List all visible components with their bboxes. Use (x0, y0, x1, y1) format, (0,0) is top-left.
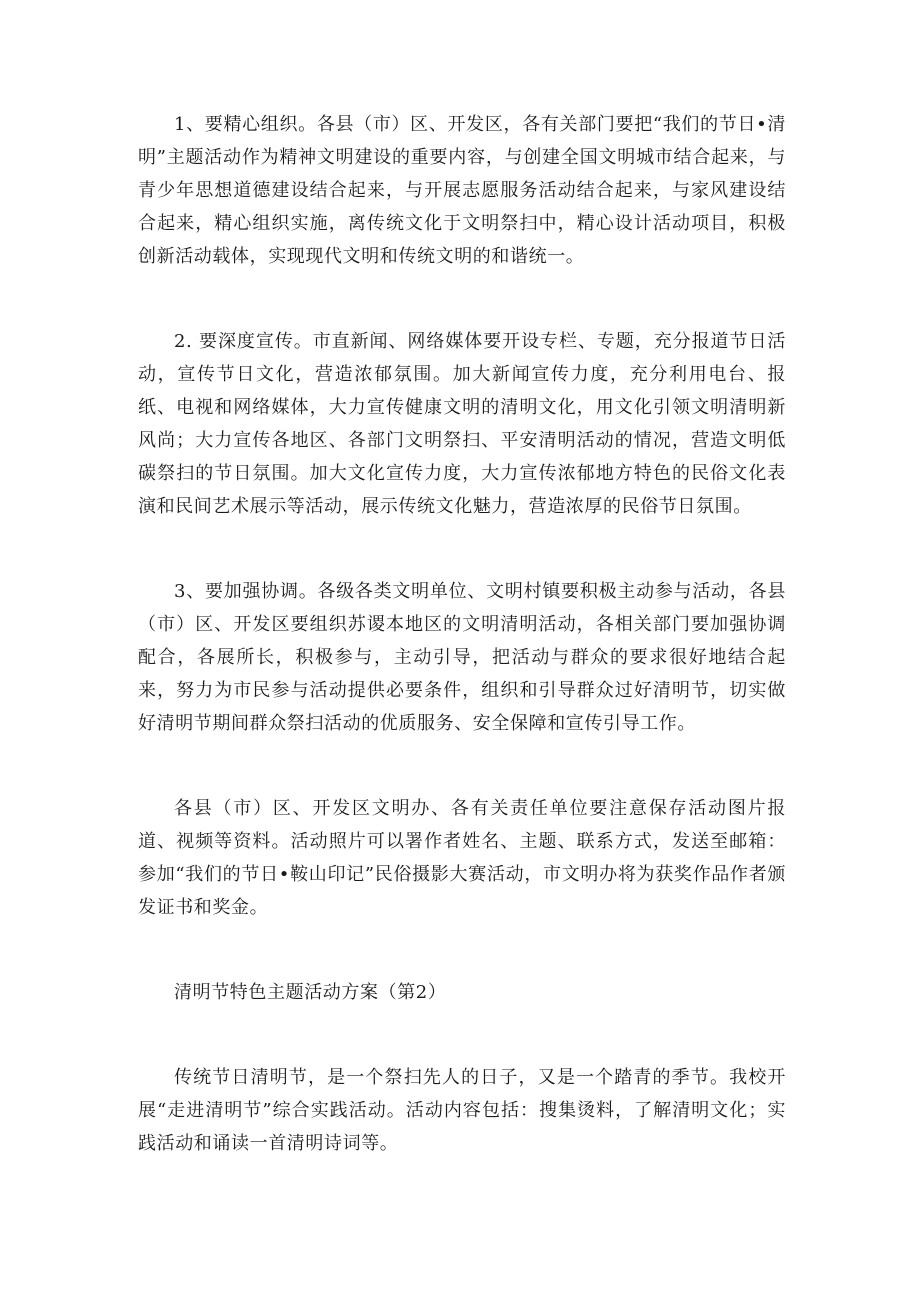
paragraph-organize: 1、要精心组织。各县（市）区、开发区，各有关部门要把“我们的节日•清明”主题活动作为精神文明建设的重要内容，与创建全国文明城市结合起来，与青少年思想道德建设结合起来，与开展志愿服务活动结合起来，与家风建设结合起来，精心组织实施，离传统文化于文明祭扫中，精心设计活动项目，积极创新活动载体，实现现代文明和传统文明的和谐统一。 (138, 114, 786, 267)
paragraph-materials: 各县（市）区、开发区文明办、各有关责任单位要注意保存活动图片报道、视频等资料。活动照片可以署作者姓名、主题、联系方式，发送至邮箱：参加“我们的节日•鞍山印记”民俗摄影大赛活动，市文明办将为获奖作品作者颁发证书和奖金。 (138, 798, 786, 918)
section-heading: 清明节特色主题活动方案（第2） (174, 982, 447, 1003)
paragraph-coordinate: 3、要加强协调。各级各类文明单位、文明村镇要积极主动参与活动，各县（市）区、开发区要组织苏谡本地区的文明清明活动，各相关部门要加强协调配合，各展所长，积极参与，主动引导，把活动与群众的要求很好地结合起来，努力为市民参与活动提供必要条件，组织和引导群众过好清明节，切实做好清明节期间群众祭扫活动的优质服务、安全保障和宣传引导工作。 (138, 581, 786, 734)
paragraph-publicize: 2. 要深度宣传。市直新闻、网络媒体要开设专栏、专题，充分报道节日活动，宣传节日文化，营造浓郁氛围。加大新闻宣传力度，充分利用电台、报纸、电视和网络媒体，大力宣传健康文明的清明文化，用文化引领文明清明新风尚；大力宣传各地区、各部门文明祭扫、平安清明活动的情况，营造文明低碳祭扫的节日氛围。加大文化宣传力度，大力宣传浓郁地方特色的民俗文化表演和民间艺术展示等活动，展示传统文化魅力，营造浓厚的民俗节日氛围。 (138, 331, 786, 517)
paragraph-traditional-festival: 传统节日清明节，是一个祭扫先人的日子，又是一个踏青的季节。我校开展“走进清明节”综合实践活动。活动内容包括：搜集烫料，了解清明文化；实践活动和诵读一首清明诗词等。 (138, 1067, 786, 1154)
document-body (138, 108, 786, 1212)
